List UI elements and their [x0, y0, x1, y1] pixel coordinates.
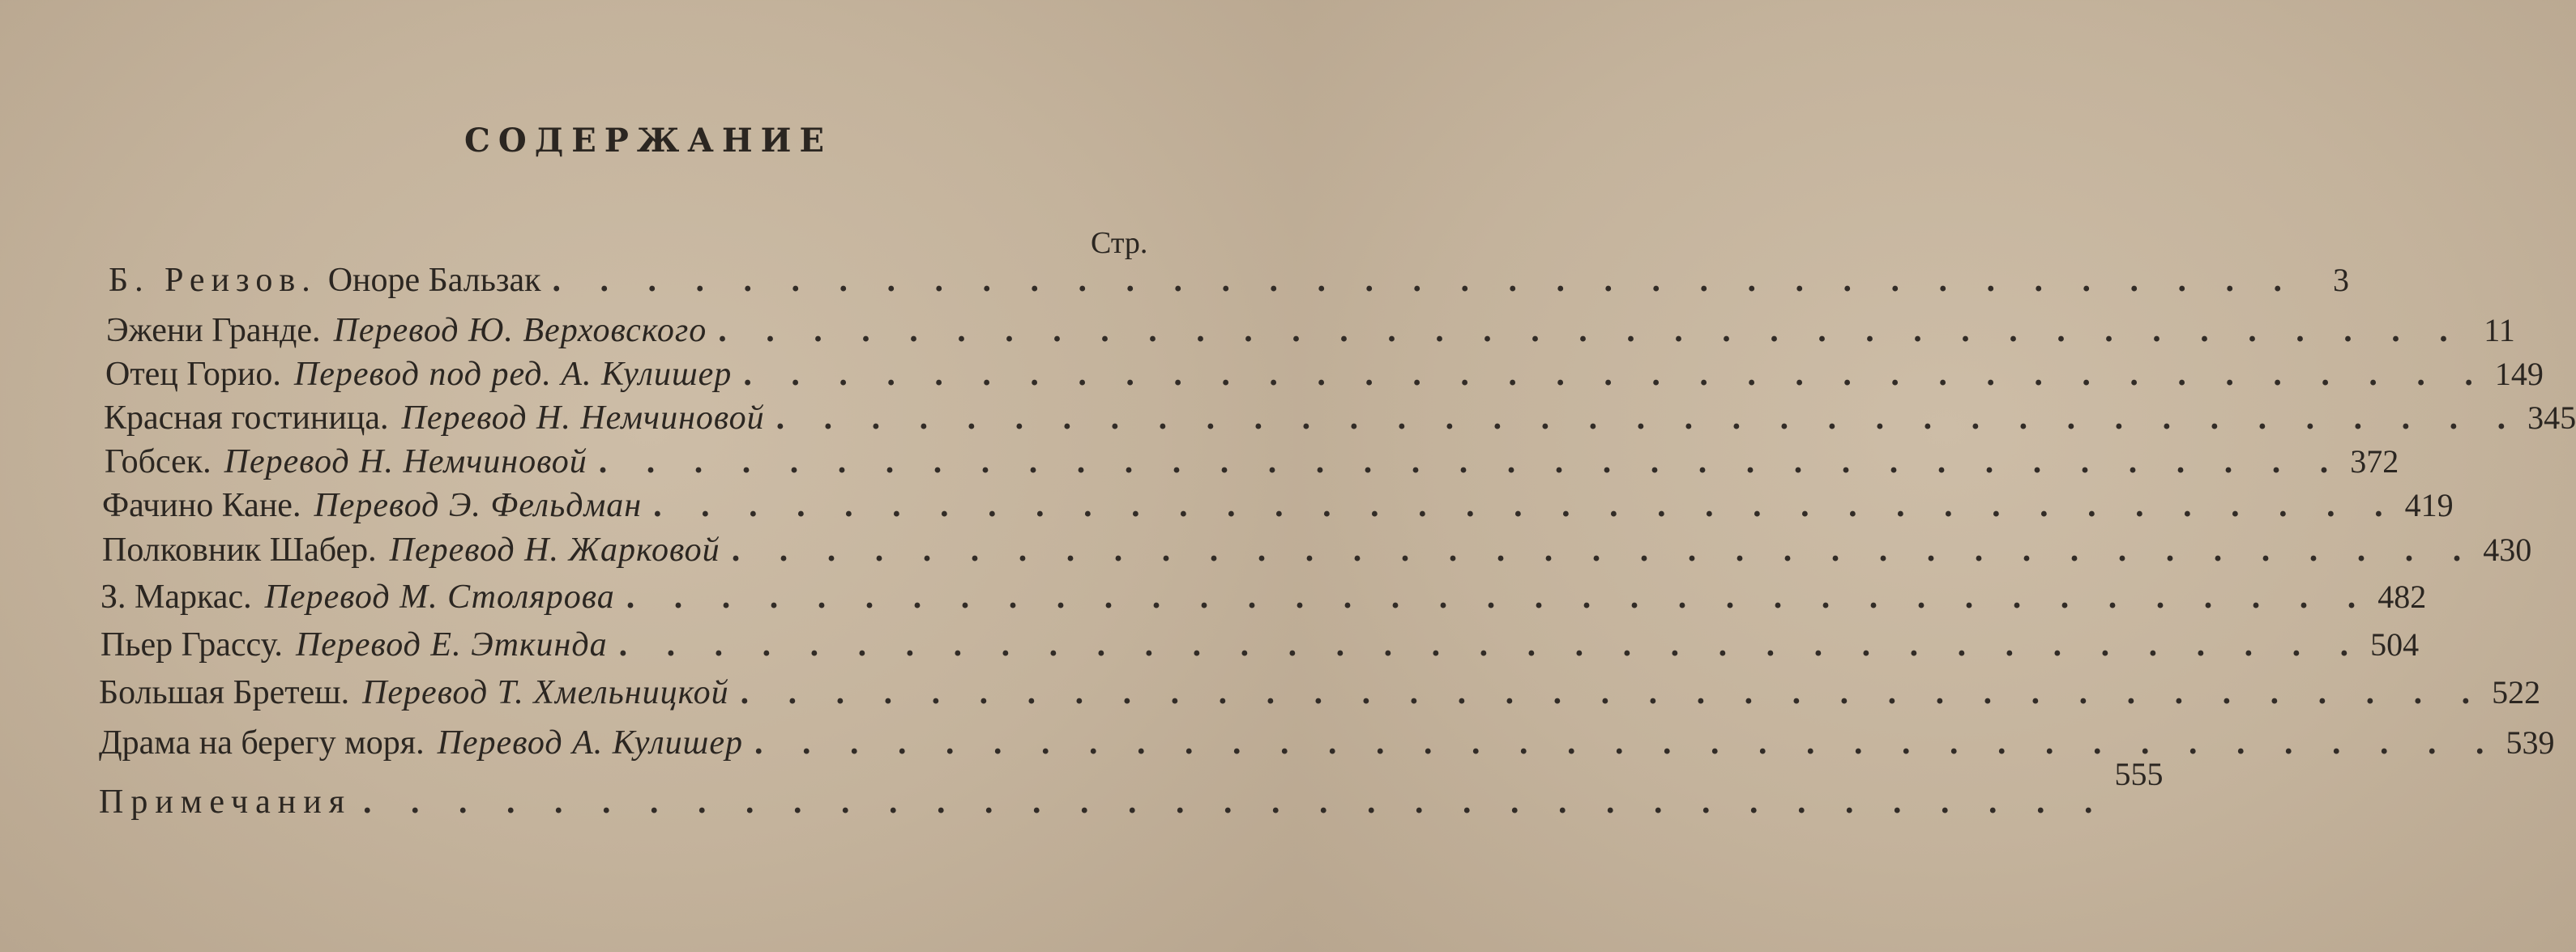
dot-leader: . . . . . . . . . . . . . . . . . . . . . . . . . . . . . . . . . . . . .: [618, 626, 2365, 664]
dot-leader: . . . . . . . . . . . . . . . . . . . . . . . . . . . . . . . . . . . . .: [363, 783, 2108, 821]
toc-entry-page: 522: [2492, 674, 2541, 711]
toc-entry-title: Оноре Бальзак: [327, 262, 541, 299]
toc-entry-page: 555: [2114, 756, 2164, 792]
toc-entry-translator: Перевод М. Столярова: [264, 578, 615, 616]
dot-leader: . . . . . . . . . . . . . . . . . . . . . . . . . . . . . . . . . . . . .: [552, 262, 2298, 299]
toc-entry-title: Драма на берегу моря.: [99, 724, 425, 762]
toc-entry-translator: Перевод Н. Немчиновой: [224, 443, 587, 480]
dot-leader: . . . . . . . . . . . . . . . . . . . . . . . . . . . . . . . . . . . . .: [598, 443, 2344, 480]
toc-entry-page: 430: [2483, 531, 2532, 568]
toc-entry: [104, 399, 2576, 438]
toc-entry-page: 419: [2404, 487, 2454, 523]
toc-entry-title: Пьер Грассу.: [100, 626, 283, 664]
toc-entry-title: Отец Горио.: [105, 356, 281, 393]
dot-leader: . . . . . . . . . . . . . . . . . . . . . . . . . . . . . . . . . . . . .: [740, 674, 2486, 711]
toc-entry: [99, 756, 2164, 822]
toc-entry-page: 149: [2494, 356, 2544, 392]
toc-entry-translator: Перевод Н. Жарковой: [389, 531, 720, 569]
toc-entry-translator: Перевод Е. Эткинда: [295, 626, 608, 664]
dot-leader: . . . . . . . . . . . . . . . . . . . . . . . . . . . . . . . . . . . . .: [731, 531, 2477, 569]
toc-entry: [105, 355, 2544, 394]
toc-entry: [105, 442, 2399, 481]
toc-entry-translator: Перевод Т. Хмельницкой: [362, 674, 729, 711]
dot-leader: . . . . . . . . . . . . . . . . . . . . . . . . . . . . . . . . . . . . .: [653, 487, 2399, 524]
toc-entry: [100, 625, 2420, 664]
toc-entry-page: 482: [2377, 578, 2427, 615]
page-title: СОДЕРЖАНИЕ: [464, 122, 832, 160]
dot-leader: . . . . . . . . . . . . . . . . . . . . . . . . . . . . . . . . . . . . .: [626, 578, 2372, 616]
toc-entry-page: 3: [2333, 262, 2350, 298]
toc-entry-translator: Перевод Ю. Верховского: [333, 312, 707, 349]
dot-leader: . . . . . . . . . . . . . . . . . . . . . . . . . . . . . . . . . . . . .: [775, 399, 2522, 437]
toc-entry-page: 11: [2484, 312, 2515, 348]
toc-entry-translator: Перевод под ред. А. Кулишер: [293, 356, 733, 393]
toc-entry-translator: Перевод Н. Немчиновой: [401, 399, 765, 437]
dot-leader: . . . . . . . . . . . . . . . . . . . . . . . . . . . . . . . . . . . . .: [718, 312, 2463, 349]
toc-entry-title: Гобсек.: [105, 443, 211, 480]
toc-entry: [99, 724, 2555, 762]
toc-entry-title: Фачино Кане.: [102, 487, 301, 524]
dot-leader: . . . . . . . . . . . . . . . . . . . . . . . . . . . . . . . . . . . . .: [743, 356, 2488, 393]
toc-entry-title: З. Маркас.: [100, 578, 252, 616]
toc-entry: [102, 531, 2532, 570]
toc-entry: [99, 673, 2541, 712]
toc-entry-translator: Перевод Э. Фельдман: [314, 487, 643, 524]
toc-entry-page: 539: [2506, 724, 2555, 761]
toc-entry: [100, 578, 2427, 617]
toc-entry-title: Эжени Гранде.: [106, 312, 321, 349]
toc-entry: [109, 261, 2350, 300]
toc-entry-translator: Перевод А. Кулишер: [437, 724, 743, 762]
toc-entry-page: 372: [2350, 443, 2399, 480]
toc-entry: [102, 486, 2454, 525]
toc-entry-title: Примечания: [99, 783, 352, 821]
toc-entry-author: Б. Реизов.: [109, 262, 317, 299]
dot-leader: . . . . . . . . . . . . . . . . . . . . . . . . . . . . . . . . . . . . .: [754, 724, 2500, 762]
page-column-label: Стр.: [1091, 226, 1148, 260]
toc-entry-page: 504: [2370, 626, 2420, 663]
toc-entry-title: Красная гостиница.: [104, 399, 389, 437]
toc-entry-page: 345: [2527, 399, 2576, 436]
toc-entry-title: Большая Бретеш.: [99, 674, 350, 711]
toc-entry-title: Полковник Шабер.: [102, 531, 377, 569]
toc-entry: [106, 311, 2515, 350]
